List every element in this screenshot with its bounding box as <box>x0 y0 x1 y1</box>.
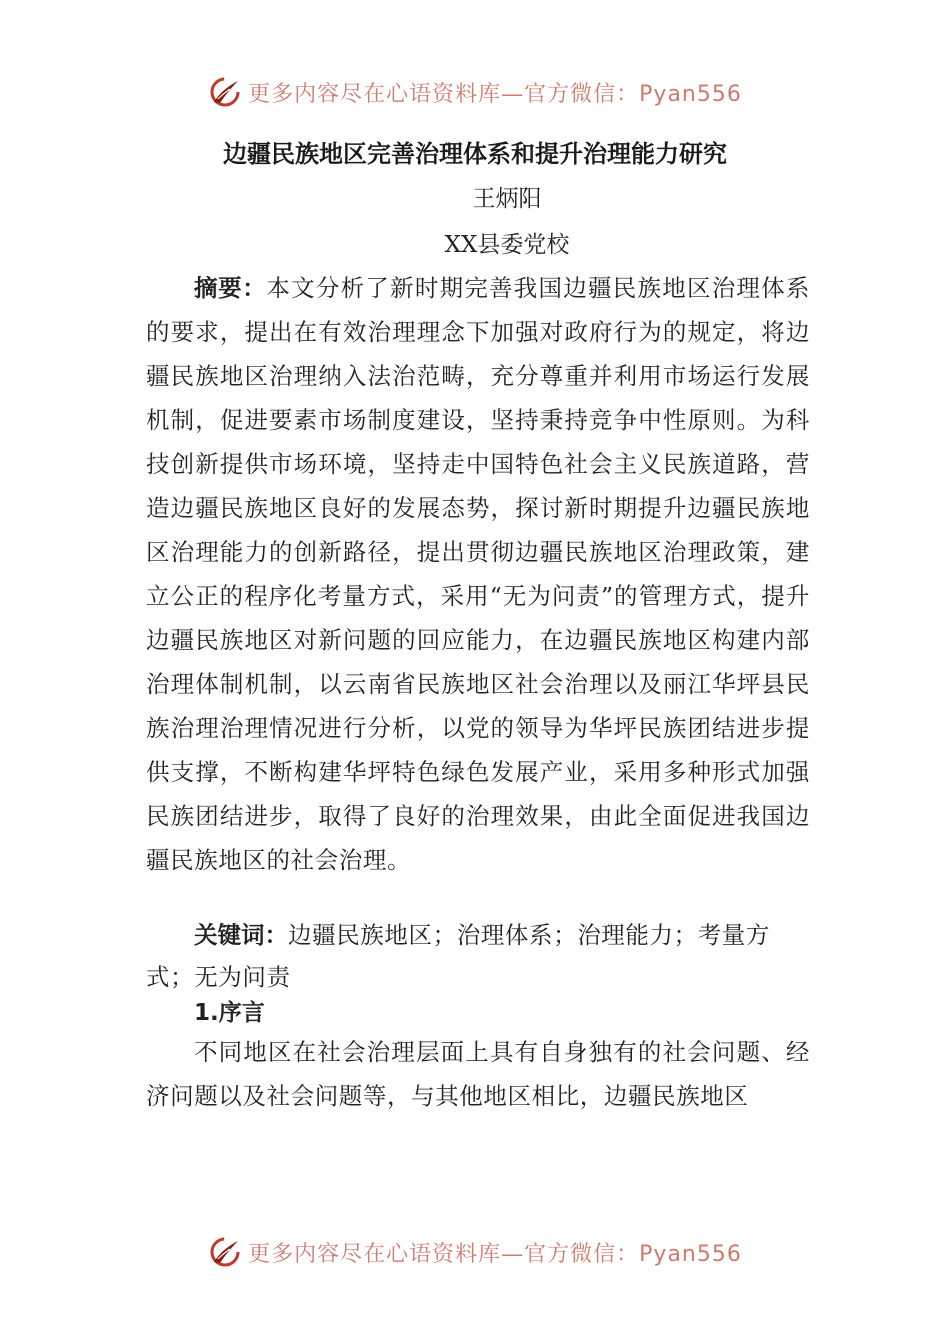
watermark-footer <box>0 1232 950 1272</box>
wechat-id: Pyan556 <box>639 1241 742 1267</box>
brand-logo-icon <box>208 75 242 109</box>
section-heading-introduction: 1.序言 <box>194 1000 265 1026</box>
brand-logo-icon <box>208 1235 242 1269</box>
abstract-text: 本文分析了新时期完善我国边疆民族地区治理体系的要求，提出在有效治理理念下加强对政府行为的规定，将边疆民族地区治理纳入法治范畴，充分尊重并利用市场运行发展机制，促进要素市场制度建设，坚持秉持竞争中性原则。为科技创新提供市场环境，坚持走中国特色社会主义民族道路，营造边疆民族地区良好的发展态势，探讨新时期提升边疆民族地区治理能力的创新路径，提出贯彻边疆民族地区治理政策，建立公正的程序化考量方式，采用“无为问责”的管理方式，提升边疆民族地区对新问题的回应能力，在边疆民族地区构建内部治理体制机制，以云南省民族地区社会治理以及丽江华坪县民族治理治理情况进行分析，以党的领导为华坪民族团结进步提供支撑，不断构建华坪特色绿色发展产业，采用多种形式加强民族团结进步，取得了良好的治理效果，由此全面促进我国边疆民族地区的社会治理。 <box>146 274 811 874</box>
intro-paragraph: 不同地区在社会治理层面上具有自身独有的社会问题、经济问题以及社会问题等，与其他地区相比，边疆民族地区 <box>146 1038 810 1110</box>
author-name: 王炳阳 <box>472 186 542 212</box>
keywords-label: 关键词： <box>194 921 288 949</box>
watermark-text: 更多内容尽在心语资料库—官方微信：Pyan556 <box>248 81 742 107</box>
abstract-label: 摘要： <box>194 274 267 302</box>
watermark-text: 更多内容尽在心语资料库—官方微信：Pyan556 <box>248 1241 742 1267</box>
wechat-id: Pyan556 <box>639 81 742 107</box>
author-organization: XX县委党校 <box>444 232 570 258</box>
abstract-paragraph <box>146 266 810 882</box>
keywords-paragraph <box>146 914 810 998</box>
watermark-header <box>0 72 950 112</box>
paper-title: 边疆民族地区完善治理体系和提升治理能力研究 <box>223 140 727 168</box>
keywords-text: 边疆民族地区；治理体系；治理能力；考量方式；无为问责 <box>146 921 770 991</box>
